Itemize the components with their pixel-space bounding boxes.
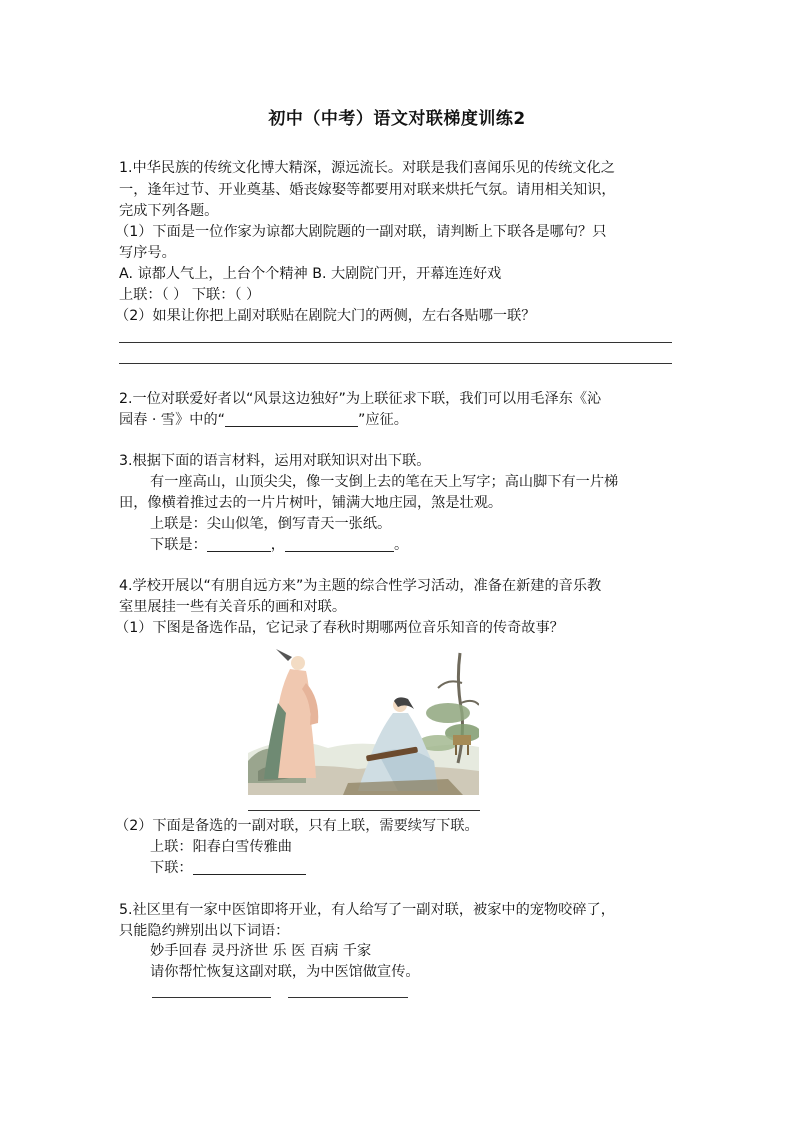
answer-rule-1[interactable]	[119, 342, 672, 343]
q2-text-line-2	[119, 410, 408, 430]
page-title: 初中（中考）语文对联梯度训练2	[268, 109, 526, 129]
q1-sub2: （2）如果让你把上副对联贴在剧院大门的两侧，左右各贴哪一联？	[115, 308, 536, 324]
q3-answer-blank-1[interactable]	[207, 536, 271, 552]
q4-lower-label: 下联：	[150, 860, 193, 876]
q4-lower-couplet-line	[150, 858, 306, 878]
q1-text-line-3: 完成下列各题。	[119, 203, 219, 219]
q1-options: A. 谅都人气上，上台个个精神 B. 大剧院门开，开幕连连好戏	[119, 266, 502, 282]
q1-answer-line: 上联：（ ） 下联：（ ）	[119, 287, 261, 303]
q5-answer-blank-lower[interactable]	[288, 997, 408, 998]
q4-sub2: （2）下面是备选的一副对联，只有上联，需要续写下联。	[115, 818, 479, 834]
q2-text-line-1: 2.一位对联爱好者以“风景这边独好”为上联征求下联，我们可以用毛泽东《沁	[119, 391, 602, 407]
q1-sub1-line-2: 写序号。	[119, 245, 176, 261]
q5-text-line-1: 5.社区里有一家中医馆即将开业，有人给写了一副对联，被家中的宠物咬碎了，	[119, 902, 615, 918]
q4-answer-blank[interactable]	[193, 859, 306, 875]
q3-text-line-1: 3.根据下面的语言材料，运用对联知识对出下联。	[119, 453, 431, 469]
q3-lower-couplet-line	[150, 535, 408, 555]
q3-period: 。	[393, 537, 409, 553]
guqin-illustration	[248, 643, 479, 795]
q4-answer-rule[interactable]	[248, 810, 480, 811]
q4-sub1: （1）下图是备选作品，它记录了春秋时期哪两位音乐知音的传奇故事？	[115, 620, 564, 636]
q2-line2-prefix: 园春 · 雪》中的“	[119, 412, 226, 428]
q5-word-list: 妙手回春 灵丹济世 乐 医 百病 千家	[150, 943, 372, 959]
q1-sub1-line-1: （1）下面是一位作家为谅都大剧院题的一副对联，请判断上下联各是哪句？只	[115, 224, 607, 240]
q5-instruction: 请你帮忙恢复这副对联，为中医馆做宣传。	[150, 964, 420, 980]
q5-text-line-2: 只能隐约辨别出以下词语：	[119, 923, 290, 939]
q3-paragraph-line-2: 田，像横着推过去的一片片树叶，铺满大地庄园，煞是壮观。	[119, 495, 503, 511]
q5-answer-blank-upper[interactable]	[152, 997, 271, 998]
q4-upper-couplet: 上联：阳春白雪传雅曲	[150, 839, 292, 855]
q2-line2-suffix: ”应征。	[358, 412, 408, 428]
q1-text-line-2: 一，逢年过节、开业奠基、婚丧嫁娶等都要用对联来烘托气氛。请用相关知识，	[119, 182, 616, 198]
q3-answer-blank-2[interactable]	[285, 536, 394, 552]
answer-rule-2[interactable]	[119, 363, 672, 364]
q3-paragraph-line-1: 有一座高山，山顶尖尖，像一支倒上去的笔在天上写字；高山脚下有一片梯	[150, 474, 619, 490]
q2-answer-blank[interactable]	[225, 411, 358, 427]
q4-text-line-1: 4.学校开展以“有朋自远方来”为主题的综合性学习活动，准备在新建的音乐教	[119, 578, 602, 594]
q3-lower-label: 下联是：	[150, 537, 207, 553]
q3-comma: ，	[270, 537, 285, 553]
q4-text-line-2: 室里展挂一些有关音乐的画和对联。	[119, 599, 347, 615]
q1-text-line-1: 1.中华民族的传统文化博大精深，源远流长。对联是我们喜闻乐见的传统文化之	[119, 160, 615, 176]
q3-upper-couplet: 上联是：尖山似笔，倒写青天一张纸。	[150, 516, 392, 532]
